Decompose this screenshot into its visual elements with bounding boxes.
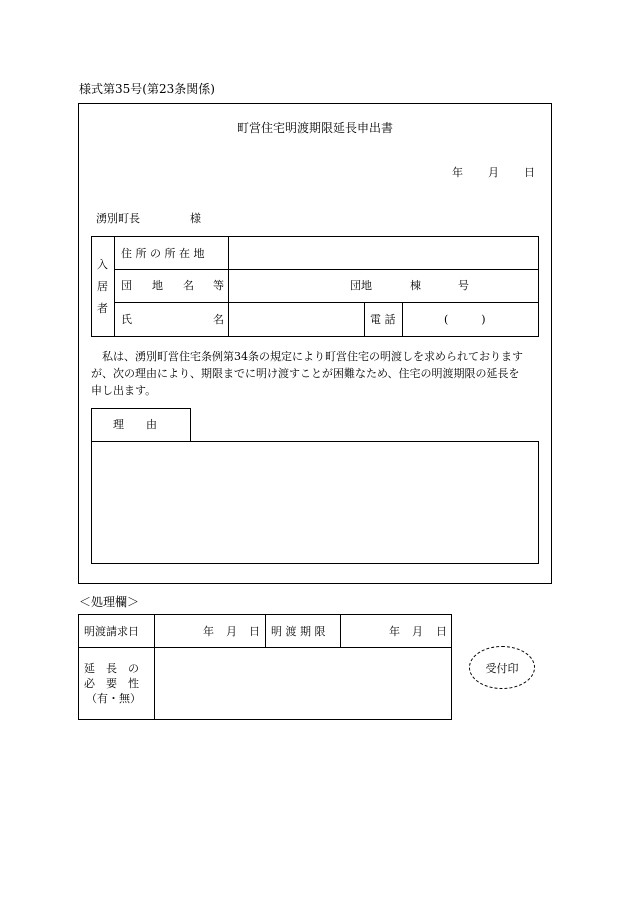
complex-label-char-2: 地 xyxy=(152,279,163,292)
name-field[interactable] xyxy=(229,303,364,336)
complex-suffix-number: 号 xyxy=(458,279,469,292)
resident-side-label-2: 居 xyxy=(97,280,108,293)
request-date-day: 日 xyxy=(249,625,260,638)
date-day-label: 日 xyxy=(524,166,535,179)
address-field[interactable] xyxy=(229,237,538,269)
reason-box[interactable] xyxy=(91,441,539,564)
processing-mid-divider-left xyxy=(265,614,266,648)
receipt-stamp xyxy=(469,646,535,689)
request-date-label: 明渡請求日 xyxy=(84,625,139,638)
phone-label: 電 話 xyxy=(370,313,396,326)
resident-side-label-1: 入 xyxy=(97,258,108,271)
extension-label-line-2: 必 要 性 xyxy=(84,677,139,690)
statement-line-2: が、次の理由により、期限までに明け渡すことが困難なため、住宅の明渡期限の延長を xyxy=(91,367,520,380)
address-label: 住 所 の 所 在 地 xyxy=(121,247,205,260)
statement-line-1: 私は、湧別町営住宅条例第34条の規定により町営住宅の明渡しを求められております xyxy=(91,350,523,363)
addressee-honorific: 様 xyxy=(190,212,201,225)
phone-parens: ( ) xyxy=(444,313,486,326)
form-title: 町営住宅明渡期限延長申出書 xyxy=(236,121,393,135)
complex-label-char-1: 団 xyxy=(121,279,132,292)
reason-label: 理 由 xyxy=(113,418,157,431)
resident-side-label-3: 者 xyxy=(97,302,108,315)
complex-suffix-building: 棟 xyxy=(410,279,421,292)
receipt-stamp-label: 受付印 xyxy=(485,661,519,675)
complex-field[interactable] xyxy=(229,270,538,302)
extension-label-line-3: （有・無） xyxy=(86,692,141,705)
form-number: 様式第35号(第23条関係) xyxy=(79,82,215,96)
date-month-label: 月 xyxy=(488,166,499,179)
extension-field[interactable] xyxy=(155,648,451,719)
request-date-month: 月 xyxy=(226,625,237,638)
phone-label-divider-left xyxy=(364,302,365,337)
deadline-month: 月 xyxy=(412,625,423,638)
statement-line-3: 申し出ます。 xyxy=(91,384,157,397)
resident-side-divider xyxy=(114,236,115,337)
addressee-name: 湧別町長 xyxy=(96,212,140,225)
date-year-label: 年 xyxy=(452,166,463,179)
deadline-label: 明 渡 期 限 xyxy=(271,625,326,638)
processing-mid-divider-right xyxy=(340,614,341,648)
deadline-day: 日 xyxy=(436,625,447,638)
complex-suffix-danchi: 団地 xyxy=(350,279,372,292)
processing-heading: ＜処理欄＞ xyxy=(79,595,140,609)
complex-label-char-4: 等 xyxy=(213,279,224,292)
name-label-char-2: 名 xyxy=(213,313,224,326)
request-date-year: 年 xyxy=(203,625,214,638)
complex-label-char-3: 名 xyxy=(183,279,194,292)
name-label-char-1: 氏 xyxy=(121,313,132,326)
deadline-year: 年 xyxy=(389,625,400,638)
extension-label-line-1: 延 長 の xyxy=(84,662,139,675)
